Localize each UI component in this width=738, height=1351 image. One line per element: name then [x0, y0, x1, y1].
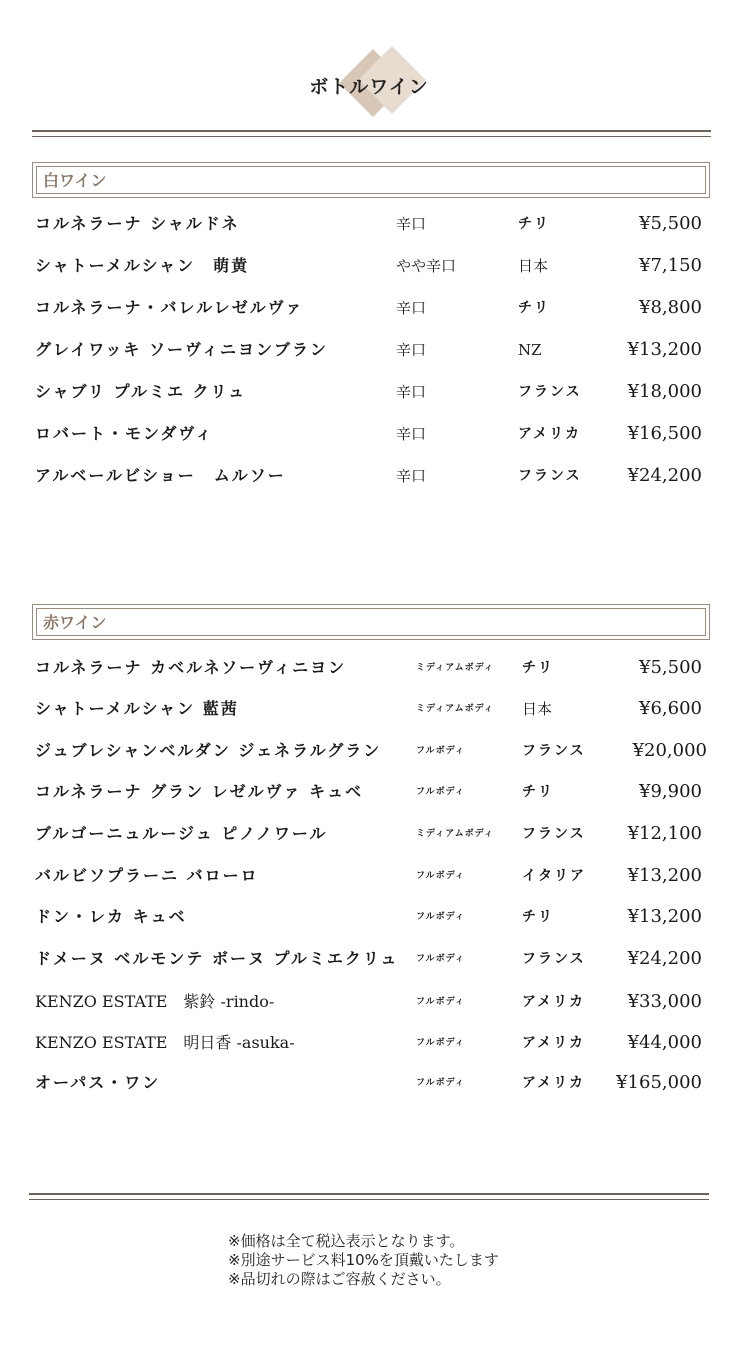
- list-item: [0, 335, 738, 365]
- wine-name: シャトーメルシャン 藍茜: [35, 699, 239, 718]
- list-item: [0, 1068, 738, 1098]
- note-text: ※品切れの際はご容赦ください。: [228, 1270, 451, 1288]
- wine-taste: 辛口: [396, 467, 427, 485]
- wine-price: ¥16,500: [627, 423, 702, 444]
- list-item: [0, 694, 738, 724]
- wine-price: ¥165,000: [616, 1072, 702, 1093]
- list-item: [0, 377, 738, 407]
- list-item: [0, 1028, 738, 1058]
- wine-price: ¥33,000: [627, 991, 702, 1012]
- wine-name: ドメーヌ ベルモンテ ボーヌ プルミエクリュ: [35, 949, 399, 968]
- wine-price: ¥9,900: [639, 781, 702, 802]
- wine-price: ¥24,200: [627, 948, 702, 969]
- wine-price: ¥7,150: [639, 255, 702, 276]
- wine-country: イタリア: [522, 868, 586, 884]
- note-text: ※別途サービス料10%を頂戴いたします: [228, 1251, 499, 1269]
- wine-country: チリ: [518, 216, 550, 232]
- header-divider: [32, 136, 711, 137]
- wine-taste: 辛口: [396, 299, 427, 317]
- wine-name: KENZO ESTATE 明日香 -asuka-: [35, 1033, 295, 1052]
- wine-country: NZ: [518, 341, 542, 359]
- section-header-red: [32, 604, 710, 640]
- menu-header: [0, 50, 738, 120]
- wine-country: チリ: [518, 300, 550, 316]
- wine-name: ブルゴーニュルージュ ピノノワール: [35, 824, 328, 843]
- list-item: [0, 209, 738, 239]
- list-item: [0, 251, 738, 281]
- wine-name: オーパス・ワン: [35, 1073, 161, 1092]
- wine-taste: 辛口: [396, 215, 427, 233]
- list-item: [0, 861, 738, 891]
- wine-body: フルボディ: [416, 787, 465, 797]
- wine-country: アメリカ: [522, 1075, 586, 1091]
- wine-name: ロバート・モンダヴィ: [35, 424, 214, 443]
- wine-price: ¥13,200: [627, 339, 702, 360]
- wine-country: フランス: [522, 951, 586, 967]
- wine-body: フルボディ: [416, 1078, 465, 1088]
- wine-price: ¥5,500: [639, 213, 702, 234]
- wine-price: ¥44,000: [627, 1032, 702, 1053]
- wine-name: シャトーメルシャン 萌黄: [35, 256, 250, 275]
- wine-country: アメリカ: [522, 994, 586, 1010]
- wine-country: フランス: [522, 826, 586, 842]
- section-title: 白ワイン: [43, 171, 107, 190]
- wine-country: フランス: [518, 468, 582, 484]
- wine-price: ¥13,200: [627, 865, 702, 886]
- list-item: [0, 987, 738, 1017]
- wine-body: ミディアムボディ: [416, 704, 494, 714]
- wine-taste: 辛口: [396, 383, 427, 401]
- page-title: ボトルワイン: [309, 76, 429, 98]
- section-title: 赤ワイン: [43, 613, 107, 632]
- wine-country: チリ: [522, 909, 554, 925]
- list-item: [0, 902, 738, 932]
- wine-country: フランス: [518, 384, 582, 400]
- list-item: [0, 736, 738, 766]
- wine-price: ¥12,100: [627, 823, 702, 844]
- wine-price: ¥24,200: [627, 465, 702, 486]
- wine-name: コルネラーナ シャルドネ: [35, 214, 240, 233]
- wine-price: ¥5,500: [639, 657, 702, 678]
- wine-country: フランス: [522, 743, 586, 759]
- wine-body: フルボディ: [416, 1038, 465, 1048]
- wine-name: シャブリ プルミエ クリュ: [35, 382, 247, 401]
- wine-body: フルボディ: [416, 954, 465, 964]
- wine-name: コルネラーナ・バレルレゼルヴァ: [35, 298, 304, 317]
- footer-notes: [228, 1232, 499, 1289]
- list-item: [0, 777, 738, 807]
- wine-name: ドン・レカ キュベ: [35, 907, 187, 926]
- wine-price: ¥6,600: [639, 698, 702, 719]
- wine-body: フルボディ: [416, 997, 465, 1007]
- wine-taste: 辛口: [396, 425, 427, 443]
- wine-country: アメリカ: [522, 1035, 586, 1051]
- section-header-white: [32, 162, 710, 198]
- header-divider: [32, 130, 711, 132]
- wine-country: チリ: [522, 660, 554, 676]
- wine-name: ジュブレシャンベルダン ジェネラルグラン: [35, 741, 382, 760]
- list-item: [0, 461, 738, 491]
- wine-price: ¥20,000: [632, 740, 707, 761]
- wine-body: フルボディ: [416, 746, 465, 756]
- wine-name: アルベールビショー ムルソー: [35, 466, 286, 485]
- wine-country: アメリカ: [518, 426, 582, 442]
- footer-divider: [29, 1193, 709, 1195]
- list-item: [0, 653, 738, 683]
- wine-country: チリ: [522, 784, 554, 800]
- list-item: [0, 293, 738, 323]
- wine-price: ¥18,000: [627, 381, 702, 402]
- wine-taste: やや辛口: [396, 257, 457, 275]
- wine-body: フルボディ: [416, 871, 465, 881]
- list-item: [0, 819, 738, 849]
- wine-price: ¥8,800: [639, 297, 702, 318]
- list-item: [0, 944, 738, 974]
- wine-name: コルネラーナ カベルネソーヴィニヨン: [35, 658, 347, 677]
- wine-name: バルビソプラーニ バローロ: [35, 866, 259, 885]
- wine-body: フルボディ: [416, 912, 465, 922]
- wine-body: ミディアムボディ: [416, 663, 494, 673]
- wine-body: ミディアムボディ: [416, 829, 494, 839]
- note-text: ※価格は全て税込表示となります。: [228, 1232, 465, 1250]
- wine-price: ¥13,200: [627, 906, 702, 927]
- wine-taste: 辛口: [396, 341, 427, 359]
- wine-country: 日本: [518, 257, 549, 275]
- footer-divider: [29, 1199, 709, 1200]
- wine-name: グレイワッキ ソーヴィニヨンブラン: [35, 340, 329, 359]
- wine-country: 日本: [522, 700, 553, 718]
- list-item: [0, 419, 738, 449]
- wine-name: KENZO ESTATE 紫鈴 -rindo-: [35, 992, 275, 1011]
- wine-name: コルネラーナ グラン レゼルヴァ キュベ: [35, 782, 364, 801]
